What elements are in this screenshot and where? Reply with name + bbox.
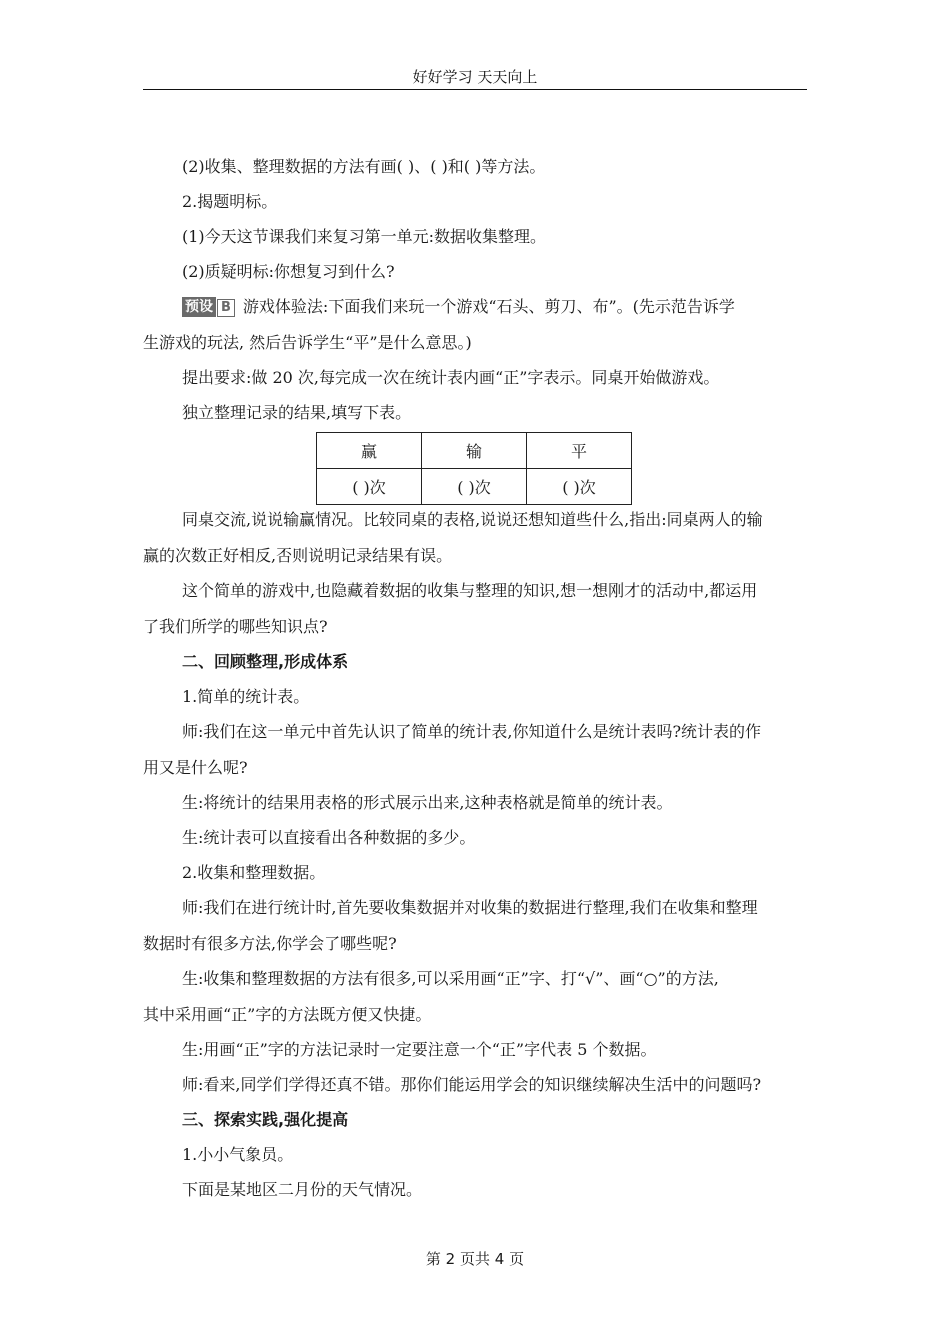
table-cell: ( )次 [527,469,632,505]
table-header-cell: 赢 [317,433,422,469]
paragraph-line: 生:统计表可以直接看出各种数据的多少。 [182,828,476,847]
table-cell: ( )次 [422,469,527,505]
table-cell: ( )次 [317,469,422,505]
paragraph-line: 2.揭题明标。 [182,192,278,211]
paragraph-line: 其中采用画“正”字的方法既方便又快捷。 [143,1005,432,1024]
paragraph-line: 师:看来,同学们学得还真不错。那你们能运用学会的知识继续解决生活中的问题吗? [182,1075,762,1094]
paragraph-line: 这个简单的游戏中,也隐藏着数据的收集与整理的知识,想一想刚才的活动中,都运用 [182,581,758,600]
section-heading: 三、探索实践,强化提高 [182,1110,349,1129]
paragraph-line: (1)今天这节课我们来复习第一单元:数据收集整理。 [182,227,547,246]
paragraph-line: 了我们所学的哪些知识点? [143,617,328,636]
table-header-cell: 输 [422,433,527,469]
paragraph-line: 1.简单的统计表。 [182,687,310,706]
paragraph-line: 提出要求:做 20 次,每完成一次在统计表内画“正”字表示。同桌开始做游戏。 [182,368,720,387]
paragraph-line: 生:用画“正”字的方法记录时一定要注意一个“正”字代表 5 个数据。 [182,1040,657,1059]
paragraph-line: 同桌交流,说说输赢情况。比较同桌的表格,说说还想知道些什么,指出:同桌两人的输 [182,510,763,529]
paragraph-line: 生:收集和整理数据的方法有很多,可以采用画“正”字、打“√”、画“○”的方法, [182,969,719,988]
header-divider [143,89,807,90]
page-footer: 第 2 页共 4 页 [425,1250,525,1268]
paragraph-line: 2.收集和整理数据。 [182,863,326,882]
page-header: 好好学习 天天向上 [412,68,538,86]
table-header-row [317,433,632,469]
paragraph-line: (2)质疑明标:你想复习到什么? [182,262,395,281]
paragraph-line: 师:我们在进行统计时,首先要收集数据并对收集的数据进行整理,我们在收集和整理 [182,898,758,917]
paragraph-line: (2)收集、整理数据的方法有画( )、( )和( )等方法。 [182,157,546,176]
paragraph-line: 1.小小气象员。 [182,1145,294,1164]
paragraph-line: 用又是什么呢? [143,758,248,777]
paragraph-line: 下面是某地区二月份的天气情况。 [182,1180,423,1199]
paragraph-line: 数据时有很多方法,你学会了哪些呢? [143,934,397,953]
table-row [317,469,632,505]
paragraph-line: 独立整理记录的结果,填写下表。 [182,403,412,422]
paragraph-line: 赢的次数正好相反,否则说明记录结果有误。 [143,546,453,565]
preset-badge-letter: B [217,299,235,317]
preset-badge: 预设 [182,297,216,317]
paragraph-line: 师:我们在这一单元中首先认识了简单的统计表,你知道什么是统计表吗?统计表的作 [182,722,762,741]
section-heading: 二、回顾整理,形成体系 [182,652,349,671]
preset-b-paragraph [143,296,807,318]
table-header-cell: 平 [527,433,632,469]
paragraph-line: 游戏体验法:下面我们来玩一个游戏“石头、剪刀、布”。(先示范告诉学 [242,297,735,316]
result-table [316,432,632,505]
paragraph-line: 生:将统计的结果用表格的形式展示出来,这种表格就是简单的统计表。 [182,793,673,812]
paragraph-line: 生游戏的玩法, 然后告诉学生“平”是什么意思。) [143,333,472,352]
